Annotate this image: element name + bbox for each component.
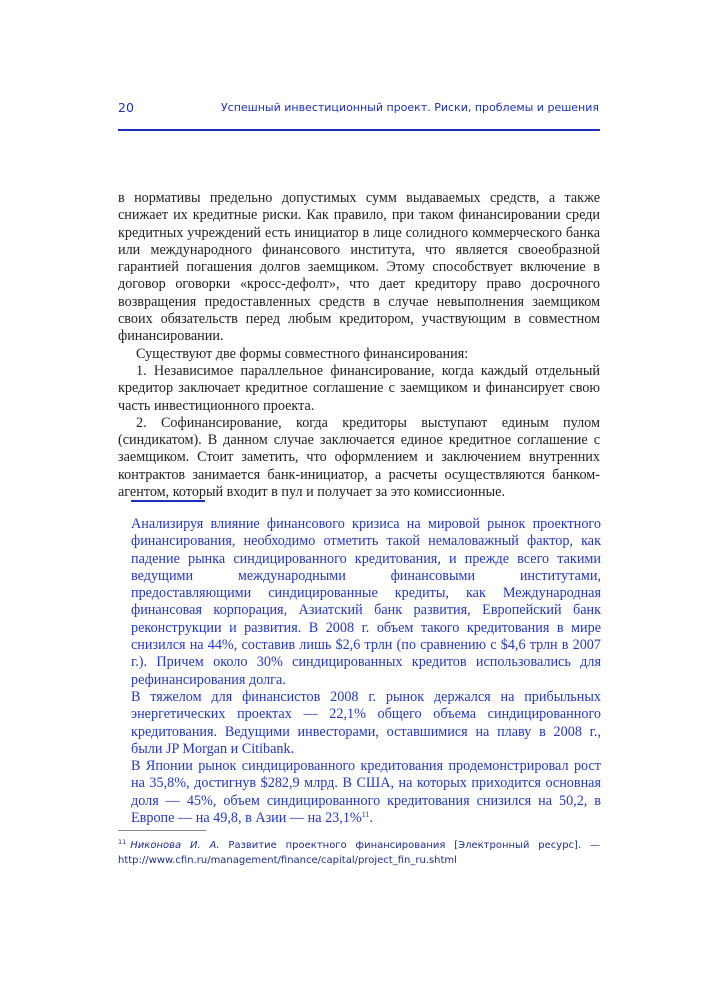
main-text (118, 190, 600, 501)
footnote-divider (118, 830, 206, 831)
body-paragraph: 2. Софинансирование, когда кредиторы выступают единым пулом (синдикатом). В данном случае заключается единое кредитное соглашение с заемщиком. Стоит заметить, что оформлением и заключением внутренних контрактов занимается банк-инициатор, а расчеты осуществляются банком-агентом, который входит в пул и получает за это комиссионные. (118, 414, 600, 501)
footnote-author: Никонова И. А. (130, 840, 220, 851)
body-paragraph: в нормативы предельно допустимых сумм выдаваемых средств, а также снижает их кредитные риски. Как правило, при таком финансировании среди кредитных учреждений есть инициатор в лице солидного коммерческого банка или международного финансового института, что является своеобразной гарантией погашения долгов заемщиком. Этому способствует включение в договор оговорки «кросс-дефолт», что дает кредитору право досрочного возвращения предоставленных средств в случае невыполнения заемщиком своих обязательств перед любым кредитором, участвующим в совместном финансировании. (118, 190, 600, 345)
body-paragraph: Существуют две формы совместного финансирования: (136, 345, 469, 362)
page-number: 20 (118, 100, 134, 115)
footnote (118, 838, 600, 868)
sidebar-paragraph: Анализируя влияние финансового кризиса на мировой рынок проектного финансирования, необходимо отметить такой немаловажный фактор, как падение рынка синдицированного кредитования, и прежде всего такими ведущими международными финансовыми институтами, предоставляющими синдицированные кредиты, как Международная финансовая корпорация, Азиатский банк развития, Европейский банк реконструкции и развития. В 2008 г. объем такого кредитования в мире снизился на 44%, составив лишь $2,6 трлн (по сравнению с $4,6 трлн в 2007 г.). Причем около 30% синдицированных кредитов использовались для рефинансирования долга. (131, 516, 601, 688)
header-divider (118, 129, 600, 131)
sidebar-paragraph-text: В Японии рынок синдицированного кредитования продемонстрировал рост на 35,8%, достигнув $282,9 млрд. В США, на которых приходится основная доля — 45%, объем синдицированного кредитования снизился на 50,2, в Европе — на 49,8, в Азии — на 23,1% (131, 758, 601, 827)
sidebar-divider (131, 500, 205, 502)
footnote-reference[interactable]: 11 (361, 810, 370, 820)
sidebar-paragraph: В тяжелом для финансистов 2008 г. рынок держался на прибыльных энергетических проектах — 22,1% общего объема синдицированного кредитования. Ведущими инвесторами, оставшимися на плаву в 2008 г., были JP Morgan и Citibank. (131, 688, 601, 757)
sidebar-paragraph: В Японии рынок синдицированного кредитования продемонстрировал рост на 35,8%, достигнув $282,9 млрд. В США, на которых приходится основная доля — 45%, объем синдицированного кредитования снизился на 50,2, в Европе — на 49,8, в Азии — на 23,1%$^{11}$. (131, 758, 601, 827)
footnote-text[interactable]: Развитие проектного финансирования [Электронный ресурс]. — http://www.cfin.ru/management/finance/capital/project_fin_ru.shtml (118, 840, 600, 866)
body-paragraph: 1. Независимое параллельное финансирование, когда каждый отдельный кредитор заключает кредитное соглашение с заемщиком и финансирует свою часть инвестиционного проекта. (118, 362, 600, 414)
footnote-number: 11 (118, 838, 127, 846)
running-header: Успешный инвестиционный проект. Риски, проблемы и решения (220, 101, 599, 114)
sidebar-box (131, 516, 601, 827)
